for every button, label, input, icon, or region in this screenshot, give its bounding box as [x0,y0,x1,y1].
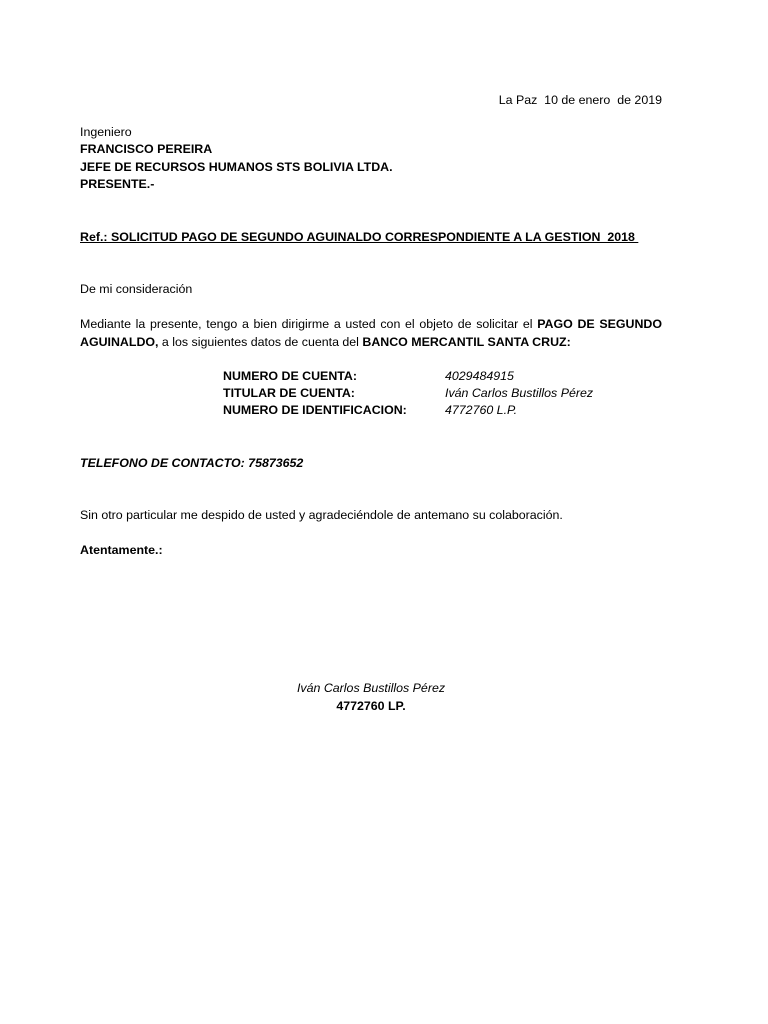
account-row [223,385,623,402]
reference-line: Ref.: SOLICITUD PAGO DE SEGUNDO AGUINALDO CORRESPONDIENTE A LA GESTION 2018 [80,230,639,244]
body-text-2: a los siguientes datos de cuenta del [158,335,363,349]
contact-phone: TELEFONO DE CONTACTO: 75873652 [80,456,304,470]
body-highlight-bank: BANCO MERCANTIL SANTA CRUZ: [362,335,571,349]
addressee-name: FRANCISCO PEREIRA [80,142,213,156]
body-highlight-payment: PAGO DE SEGUNDO AGUINALDO, [80,317,662,349]
account-holder-label: TITULAR DE CUENTA: [223,386,355,400]
greeting: De mi consideración [80,282,193,296]
signature-id: 4772760 LP. [336,699,406,713]
addressee-title: Ingeniero [80,125,132,139]
body-paragraph [80,315,662,351]
addressee-presente: PRESENTE.- [80,177,155,191]
letter-date: La Paz 10 de enero de 2019 [498,93,662,107]
signature-name: Iván Carlos Bustillos Pérez [296,681,446,695]
account-number-label: NUMERO DE CUENTA: [223,369,357,383]
account-row [223,368,623,385]
identification-value: 4772760 L.P. [445,403,518,417]
closing-sentence: Sin otro particular me despido de usted y agradeciéndole de antemano su colaboración. [80,508,563,522]
body-text-1: Mediante la presente, tengo a bien dirigirme a usted con el objeto de solicitar el [80,317,538,331]
account-row [223,402,623,419]
regards: Atentamente.: [80,543,163,557]
account-number-value: 4029484915 [445,369,514,383]
identification-label: NUMERO DE IDENTIFICACION: [223,403,407,417]
addressee-position: JEFE DE RECURSOS HUMANOS STS BOLIVIA LTDA. [80,160,393,174]
account-holder-value: Iván Carlos Bustillos Pérez [445,386,594,400]
